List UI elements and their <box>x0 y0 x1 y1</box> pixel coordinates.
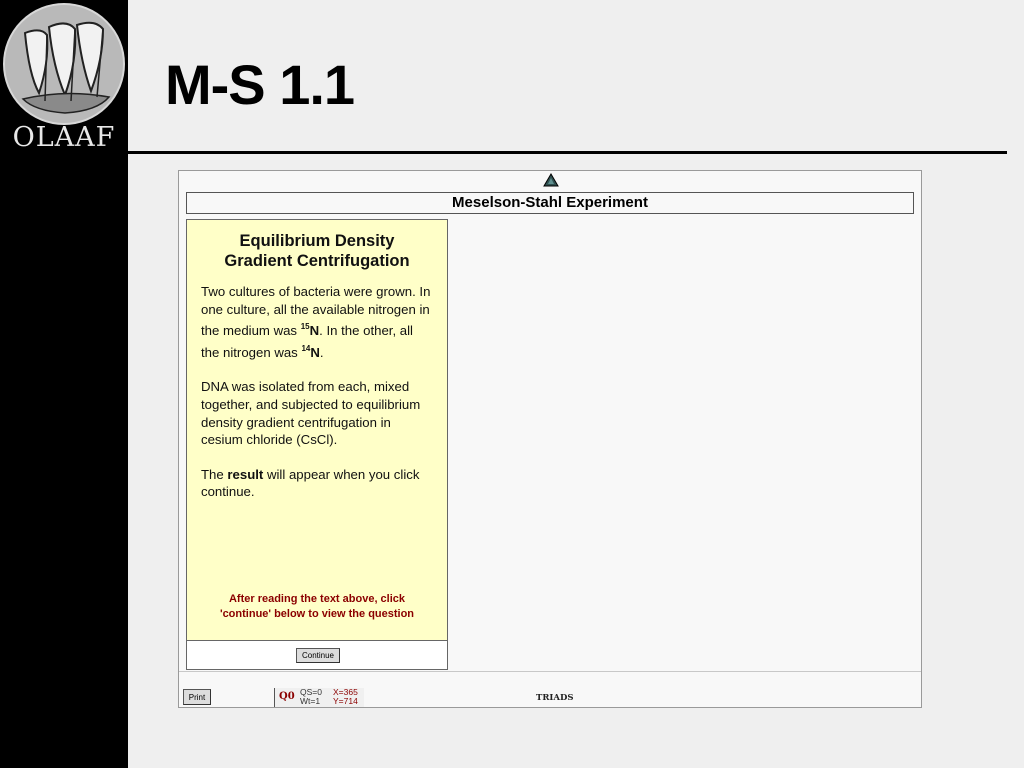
question-indicator: Q0 <box>279 691 295 702</box>
triads-label: TRIADS <box>536 693 574 703</box>
result-text-a: The <box>201 466 228 482</box>
isotope-14-element: N <box>310 344 320 360</box>
panel-title-line-2: Gradient Centrifugation <box>224 252 410 270</box>
panel-body <box>187 283 447 501</box>
isotope-15-mass: 15 <box>300 322 310 332</box>
result-text-b: will appear when you click continue. <box>201 466 420 500</box>
continue-button[interactable]: Continue <box>296 648 340 663</box>
y-coordinate: Y=714 <box>333 696 358 706</box>
cultures-text-a: Two cultures of bacteria were grown. In one culture, all the available nitrogen in the medium was <box>201 284 431 339</box>
paragraph-cultures <box>201 283 433 361</box>
experiment-header: Meselson-Stahl Experiment <box>186 192 914 214</box>
experiment-frame <box>178 170 922 708</box>
paragraph-dna: DNA was isolated from each, mixed together, and subjected to equilibrium density gradient centrifugation in cesium chloride (CsCl). <box>201 379 421 448</box>
qs-value: QS=0 <box>300 687 322 697</box>
info-panel <box>186 219 448 641</box>
instruction-note <box>187 592 447 622</box>
isotope-14-mass: 14 <box>301 343 311 353</box>
panel-title <box>187 231 447 271</box>
logo-text: OLAAF <box>12 122 116 153</box>
isotope-15-element: N <box>309 323 320 339</box>
wt-value: Wt=1 <box>300 696 321 706</box>
paragraph-result <box>201 466 433 501</box>
isotope-15n <box>301 323 319 338</box>
result-bold: result <box>227 466 264 482</box>
slide-title: M-S 1.1 <box>165 53 355 116</box>
olaaf-logo <box>2 2 126 152</box>
print-button[interactable]: Print <box>183 689 211 705</box>
bottom-divider <box>179 671 921 672</box>
cultures-text-c: . <box>319 344 324 360</box>
continue-area <box>186 641 448 670</box>
left-sidebar <box>0 0 128 768</box>
ship-emblem <box>3 3 125 125</box>
coordinate-readout <box>333 688 358 706</box>
status-readout <box>274 688 364 707</box>
qs-wt-readout <box>300 688 322 706</box>
note-line-1: After reading the text above, click <box>228 593 406 605</box>
nav-up-icon[interactable] <box>543 173 559 187</box>
cultures-text-b: . In the other, all the nitrogen was <box>201 323 413 360</box>
isotope-14n <box>301 345 319 360</box>
title-divider <box>128 151 1007 154</box>
panel-title-line-1: Equilibrium Density <box>239 232 395 250</box>
note-line-2: 'continue' below to view the question <box>219 608 415 620</box>
x-coordinate: X=365 <box>333 687 358 697</box>
